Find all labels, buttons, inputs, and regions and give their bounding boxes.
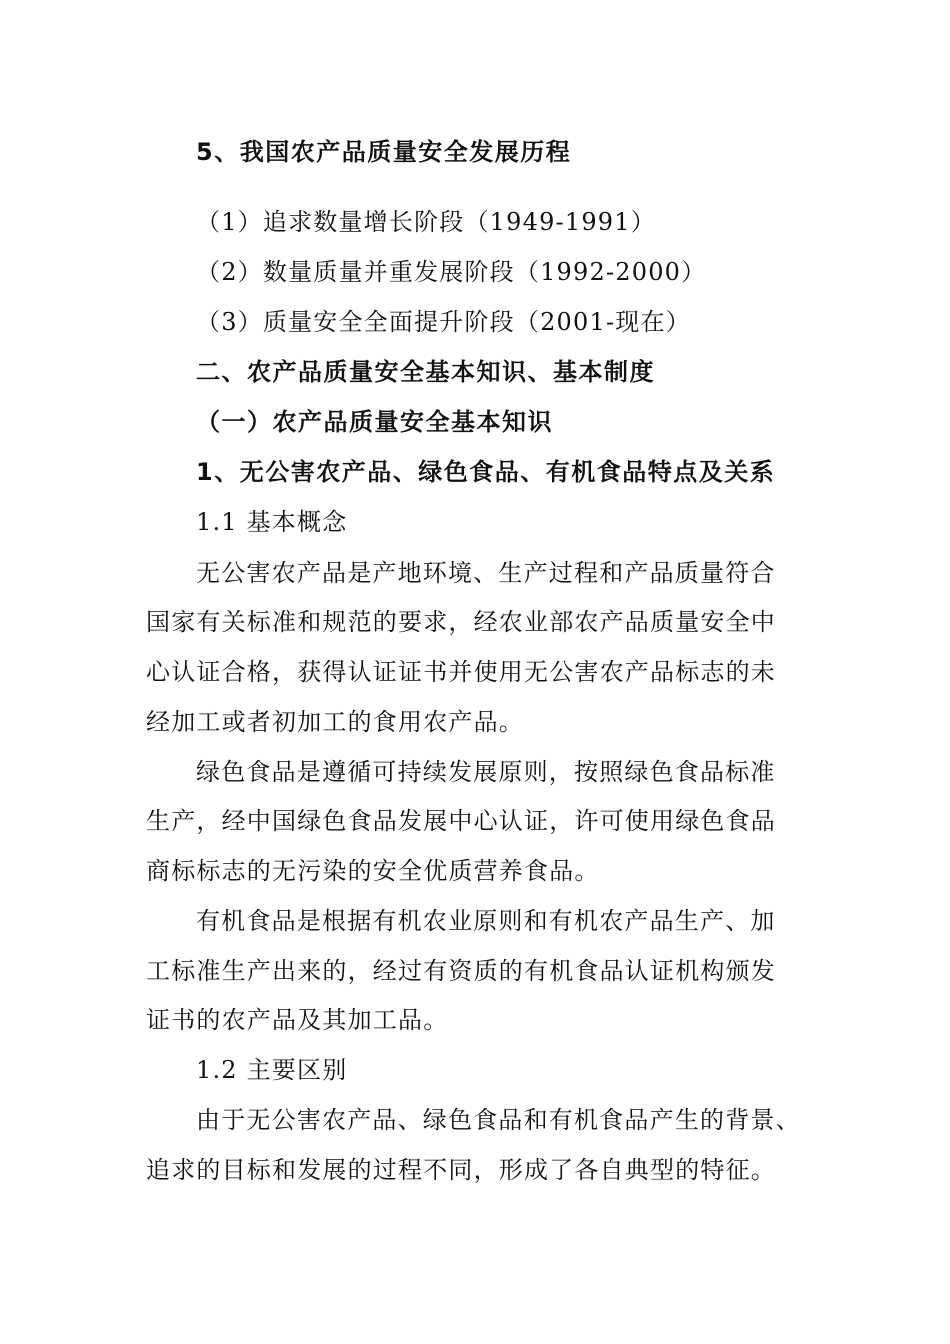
stage-item-2: （2）数量质量并重发展阶段（1992-2000）: [196, 258, 707, 286]
para-lvse-line-1: 绿色食品是遵循可持续发展原则，按照绿色食品标准: [196, 758, 776, 786]
section-two-heading: 二、农产品质量安全基本知识、基本制度: [196, 358, 655, 386]
para-wugonghai-line-1: 无公害农产品是产地环境、生产过程和产品质量符合: [196, 559, 776, 587]
stage-item-3: （3）质量安全全面提升阶段（2001-现在）: [196, 308, 691, 336]
concept-heading: 1.1 基本概念: [196, 508, 348, 536]
topic-one-heading: 1、无公害农产品、绿色食品、有机食品特点及关系: [196, 458, 776, 486]
para-lvse-line-2: 生产，经中国绿色食品发展中心认证，许可使用绿色食品: [146, 807, 776, 835]
para-youji-line-2: 工标准生产出来的，经过有资质的有机食品认证机构颁发: [146, 957, 776, 985]
subsection-one-heading: （一）农产品质量安全基本知识: [196, 408, 553, 436]
para-difference-line-2: 追求的目标和发展的过程不同，形成了各自典型的特征。: [146, 1156, 776, 1184]
para-wugonghai-line-3: 心认证合格，获得认证证书并使用无公害农产品标志的未: [146, 658, 776, 686]
heading-development-history: 5、我国农产品质量安全发展历程: [196, 138, 572, 166]
stage-item-1: （1）追求数量增长阶段（1949-1991）: [196, 208, 656, 236]
para-wugonghai-line-4: 经加工或者初加工的食用农产品。: [146, 708, 524, 736]
para-youji-line-3: 证书的农产品及其加工品。: [146, 1006, 449, 1034]
difference-heading: 1.2 主要区别: [196, 1056, 348, 1084]
para-difference-line-1: 由于无公害农产品、绿色食品和有机食品产生的背景、: [196, 1106, 801, 1134]
para-wugonghai-line-2: 国家有关标准和规范的要求，经农业部农产品质量安全中: [146, 608, 776, 636]
para-youji-line-1: 有机食品是根据有机农业原则和有机农产品生产、加: [196, 907, 776, 935]
para-lvse-line-3: 商标标志的无污染的安全优质营养食品。: [146, 857, 600, 885]
